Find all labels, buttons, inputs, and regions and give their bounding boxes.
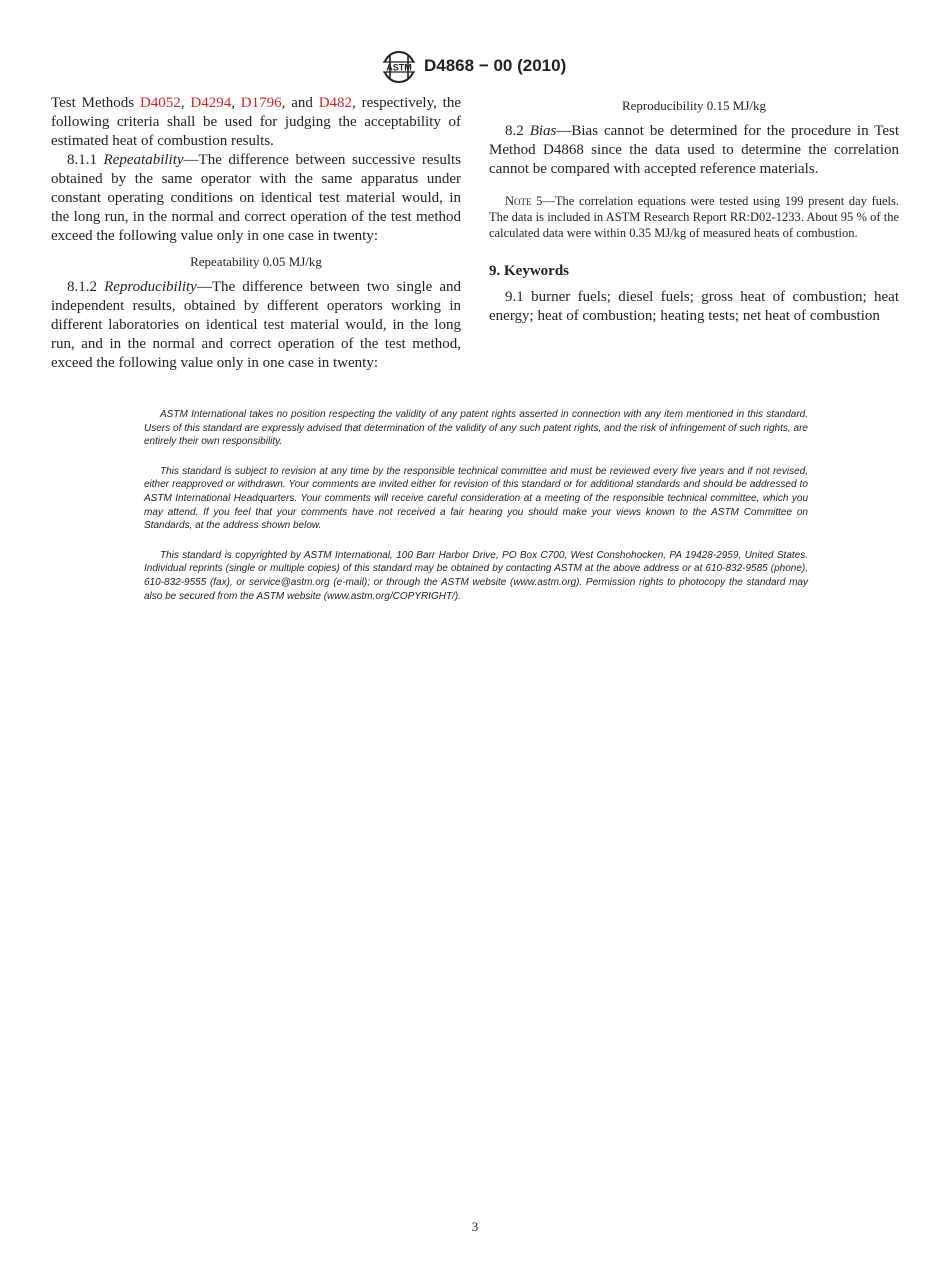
footer-notice	[144, 408, 808, 619]
page-number: 3	[471, 1219, 479, 1234]
revision-notice: This standard is subject to revision at any time by the responsible technical committee and must be reviewed every five years and if not revised, either reapproved or withdrawn. Your comments are invited either for revision of this standard or for additional standards and should be addressed to ASTM International Headquarters. Your comments will receive careful consideration at a meeting of the responsible technical committee, which you may attend. If you feel that your comments have not received a fair hearing you should make your views known to the ASTM Committee on Standards, at the address shown below.	[144, 465, 808, 532]
link-d482[interactable]: D482	[318, 95, 353, 111]
intro-paragraph: Test Methods D4052, D4294, D1796, and D482, respectively, the following criteria shall be used for judging the acceptability of estimated heat of combustion results.	[51, 95, 461, 149]
note-5: Note 5—The correlation equations were tested using 199 present day fuels. The data is included in ASTM Research Report RR:D02-1233. About 95 % of the calculated data were within 0.35 MJ/kg of measured heats of combustion.	[489, 194, 899, 240]
section-9-heading: 9. Keywords	[489, 263, 569, 279]
repeatability-paragraph: 8.1.1 Repeatability—The difference between successive results obtained by the same operator with the same apparatus under constant operating conditions on identical test material would, in the long run, in the normal and correct operation of the test method exceed the following value only in one case in twenty:	[51, 152, 461, 244]
reproducibility-paragraph: 8.1.2 Reproducibility—The difference between two single and independent results, obtained by different operators working in different laboratories on identical test material would, in the long run, and in the normal and correct operation of the test method, exceed the following value only in one case in twenty:	[51, 279, 462, 371]
reproducibility-value: Reproducibility 0.15 MJ/kg	[621, 98, 767, 113]
right-column	[489, 94, 899, 326]
bias-paragraph: 8.2 Bias—Bias cannot be determined for the procedure in Test Method D4868 since the data used to determine the correlation cannot be compared with accepted reference materials.	[489, 123, 900, 177]
svg-text:ASTM: ASTM	[386, 62, 412, 73]
document-designation: D4868 − 00 (2010)	[424, 56, 567, 75]
keywords-paragraph: 9.1 burner fuels; diesel fuels; gross heat of combustion; heat energy; heat of combustion; heating tests; net heat of combustion	[489, 289, 899, 324]
page-header	[0, 50, 950, 84]
patent-notice: ASTM International takes no position respecting the validity of any patent rights asserted in connection with any item mentioned in this standard. Users of this standard are expressly advised that determination of the validity of any such patent rights, and the risk of infringement of such rights, are entirely their own responsibility.	[144, 409, 808, 448]
repeatability-value: Repeatability 0.05 MJ/kg	[190, 254, 322, 269]
copyright-notice: This standard is copyrighted by ASTM International, 100 Barr Harbor Drive, PO Box C700, West Conshohocken, PA 19428-2959, United States. Individual reprints (single or multiple copies) of this standard may be obtained by contacting ASTM at the above address or at 610-832-9585 (phone), 610-832-9555 (fax), or service@astm.org (e-mail); or through the ASTM website (www.astm.org). Permission rights to photocopy the standard may also be secured from the ASTM website (www.astm.org/COPYRIGHT/).	[144, 549, 808, 602]
link-d1796[interactable]: D1796	[240, 95, 282, 111]
link-d4052[interactable]: D4052	[139, 95, 181, 111]
link-d4294[interactable]: D4294	[190, 95, 232, 111]
astm-logo-icon	[381, 50, 417, 84]
left-column	[51, 94, 461, 373]
